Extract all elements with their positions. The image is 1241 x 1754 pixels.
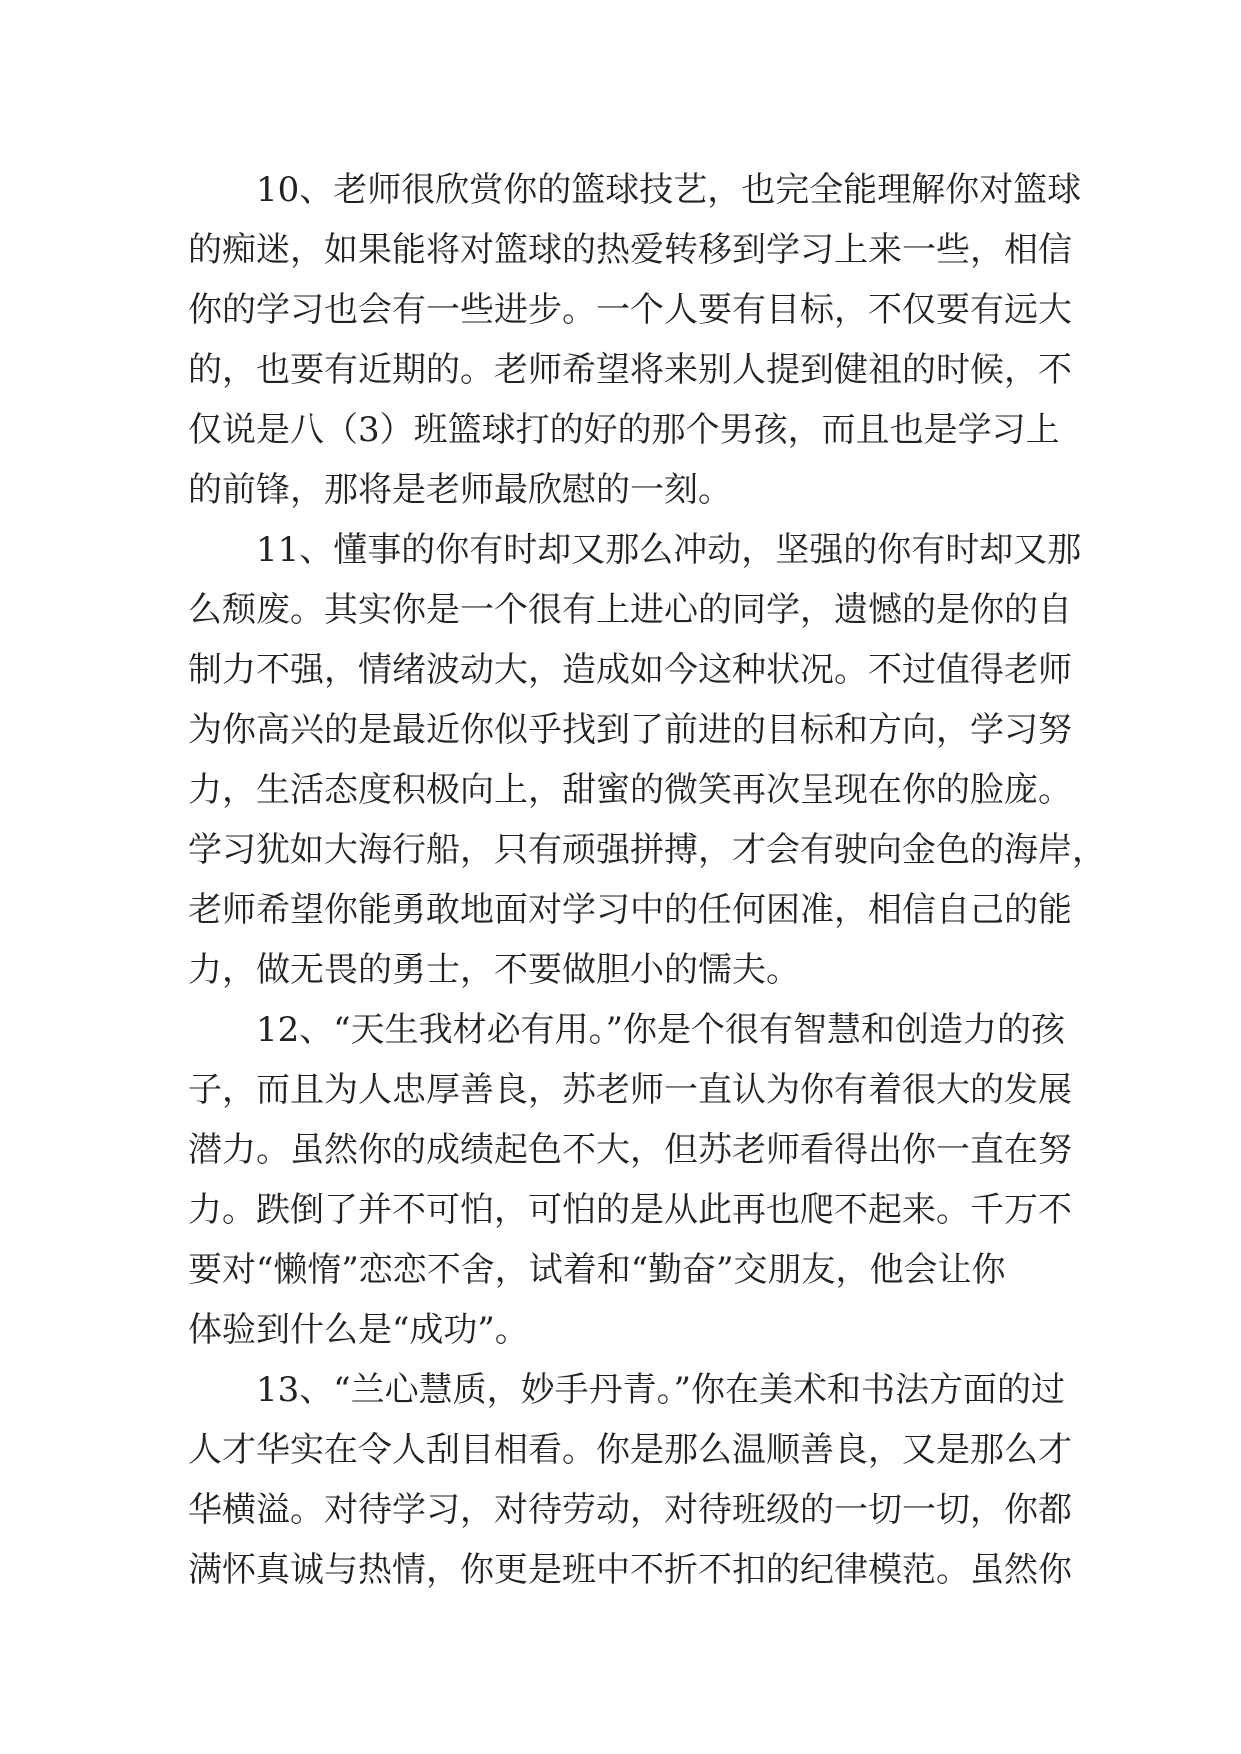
paragraph-12-line-5: 要对“懒惰”恋恋不舍，试着和“勤奋”交朋友，他会让你 — [188, 1250, 1006, 1290]
paragraph-10-line-2: 的痴迷，如果能将对篮球的热爱转移到学习上来一些，相信 — [188, 230, 1072, 270]
paragraph-10-line-4: 的，也要有近期的。老师希望将来别人提到健祖的时候，不 — [188, 350, 1072, 390]
paragraph-13-line-2: 人才华实在令人刮目相看。你是那么温顺善良，又是那么才 — [188, 1430, 1072, 1470]
paragraph-11-line-4: 为你高兴的是最近你似乎找到了前进的目标和方向，学习努 — [188, 710, 1072, 750]
paragraph-12-line-4: 力。跌倒了并不可怕，可怕的是从此再也爬不起来。千万不 — [188, 1190, 1072, 1230]
paragraph-13-line-4: 满怀真诚与热情，你更是班中不折不扣的纪律模范。虽然你 — [188, 1550, 1072, 1590]
paragraph-11-line-3: 制力不强，情绪波动大，造成如今这种状况。不过值得老师 — [188, 650, 1072, 690]
paragraph-13-line-1: 13、“兰心慧质，妙手丹青。”你在美术和书法方面的过 — [256, 1370, 1066, 1410]
paragraph-10-line-5: 仅说是八（3）班篮球打的好的那个男孩，而且也是学习上 — [188, 410, 1060, 450]
paragraph-10-line-3: 你的学习也会有一些进步。一个人要有目标，不仅要有远大 — [188, 290, 1072, 330]
paragraph-11-line-2: 么颓废。其实你是一个很有上进心的同学，遗憾的是你的自 — [188, 590, 1072, 630]
paragraph-11-line-1: 11、懂事的你有时却又那么冲动，坚强的你有时却又那 — [256, 530, 1082, 570]
paragraph-11-line-6: 学习犹如大海行船，只有顽强拼搏，才会有驶向金色的海岸， — [188, 830, 1106, 870]
paragraph-11-line-7: 老师希望你能勇敢地面对学习中的任何困准，相信自己的能 — [188, 890, 1072, 930]
paragraph-12-line-1: 12、“天生我材必有用。”你是个很有智慧和创造力的孩 — [256, 1010, 1066, 1050]
paragraph-13-line-3: 华横溢。对待学习，对待劳动，对待班级的一切一切，你都 — [188, 1490, 1072, 1530]
paragraph-12-line-6: 体验到什么是“成功”。 — [188, 1310, 529, 1350]
body-text — [188, 160, 1106, 1600]
paragraph-11-line-5: 力，生活态度积极向上，甜蜜的微笑再次呈现在你的脸庞。 — [188, 770, 1072, 810]
paragraph-11-line-8: 力，做无畏的勇士，不要做胆小的懦夫。 — [188, 950, 800, 990]
paragraph-10-line-1: 10、老师很欣赏你的篮球技艺，也完全能理解你对篮球 — [256, 170, 1082, 210]
paragraph-10-line-6: 的前锋，那将是老师最欣慰的一刻。 — [188, 470, 732, 510]
paragraph-12-line-2: 子，而且为人忠厚善良，苏老师一直认为你有着很大的发展 — [188, 1070, 1072, 1110]
paragraph-12-line-3: 潜力。虽然你的成绩起色不大，但苏老师看得出你一直在努 — [188, 1130, 1072, 1170]
